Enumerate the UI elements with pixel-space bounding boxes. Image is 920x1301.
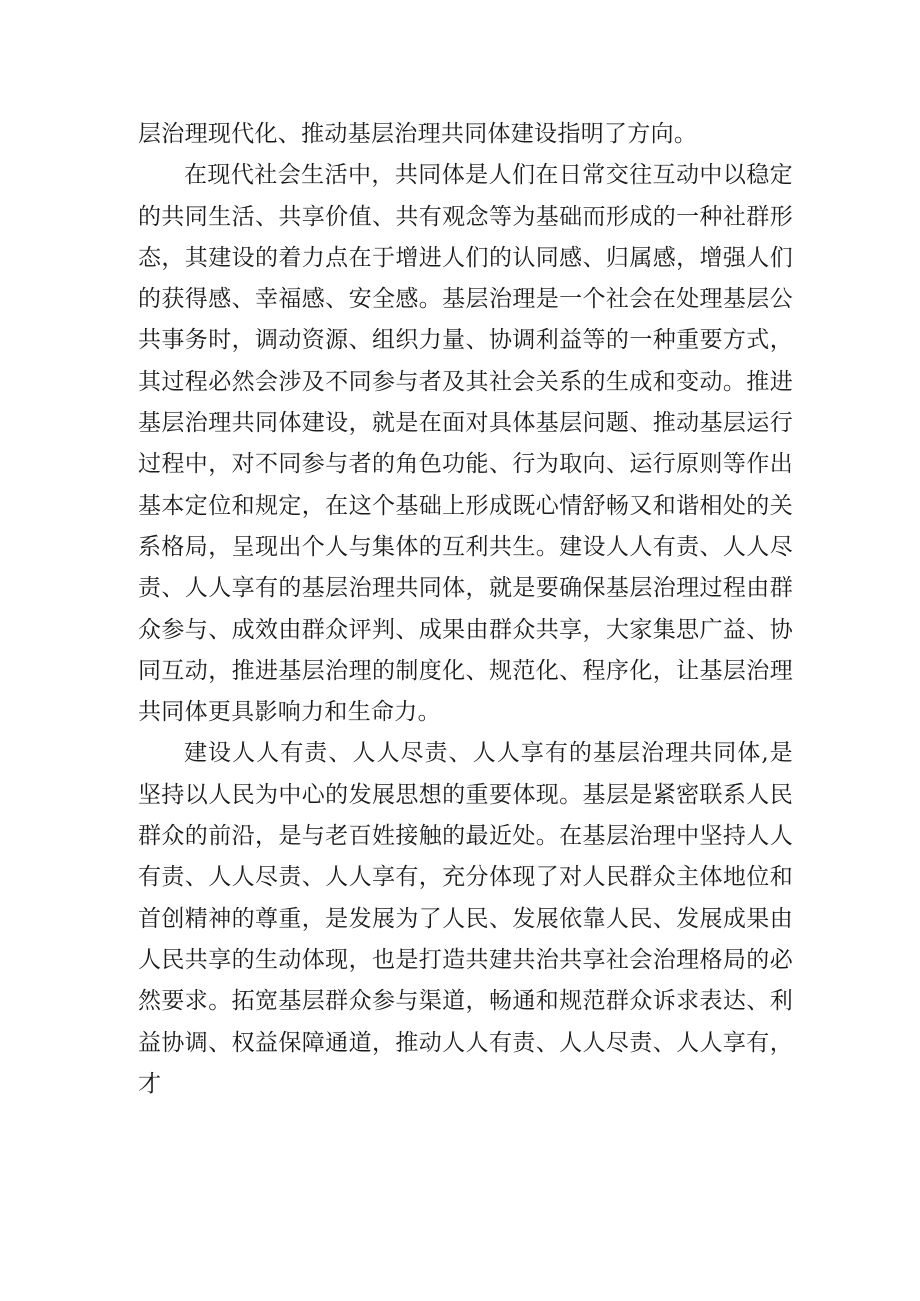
paragraph-3: 建设人人有责、人人尽责、人人享有的基层治理共同体,是坚持以人民为中心的发展思想的重要体现。基层是紧密联系人民群众的前沿，是与老百姓接触的最近处。在基层治理中坚持人人有责、人人尽责、人人享有，充分体现了对人民群众主体地位和首创精神的尊重，是发展为了人民、发展依靠人民、发展成果由人民共享的生动体现，也是打造共建共治共享社会治理格局的必然要求。拓宽基层群众参与渠道，畅通和规范群众诉求表达、利益协调、权益保障通道，推动人人有责、人人尽责、人人享有，才 — [138, 740, 793, 1097]
paragraph-2: 在现代社会生活中，共同体是人们在日常交往互动中以稳定的共同生活、共享价值、共有观念等为基础而形成的一种社群形态，其建设的着力点在于增进人们的认同感、归属感，增强人们的获得感、幸福感、安全感。基层治理是一个社会在处理基层公共事务时，调动资源、组织力量、协调利益等的一种重要方式，其过程必然会涉及不同参与者及其社会关系的生成和变动。推进基层治理共同体建设，就是在面对具体基层问题、推动基层运行过程中，对不同参与者的角色功能、行为取向、运行原则等作出基本定位和规定，在这个基础上形成既心情舒畅又和谐相处的关系格局，呈现出个人与集体的互利共生。建设人人有责、人人尽责、人人享有的基层治理共同体，就是要确保基层治理过程由群众参与、成效由群众评判、成果由群众共享，大家集思广益、协同互动，推进基层治理的制度化、规范化、程序化，让基层治理共同体更具影响力和生命力。 — [138, 162, 793, 726]
paragraph-1: 层治理现代化、推动基层治理共同体建设指明了方向。 — [138, 121, 698, 147]
document-body — [138, 114, 793, 1105]
